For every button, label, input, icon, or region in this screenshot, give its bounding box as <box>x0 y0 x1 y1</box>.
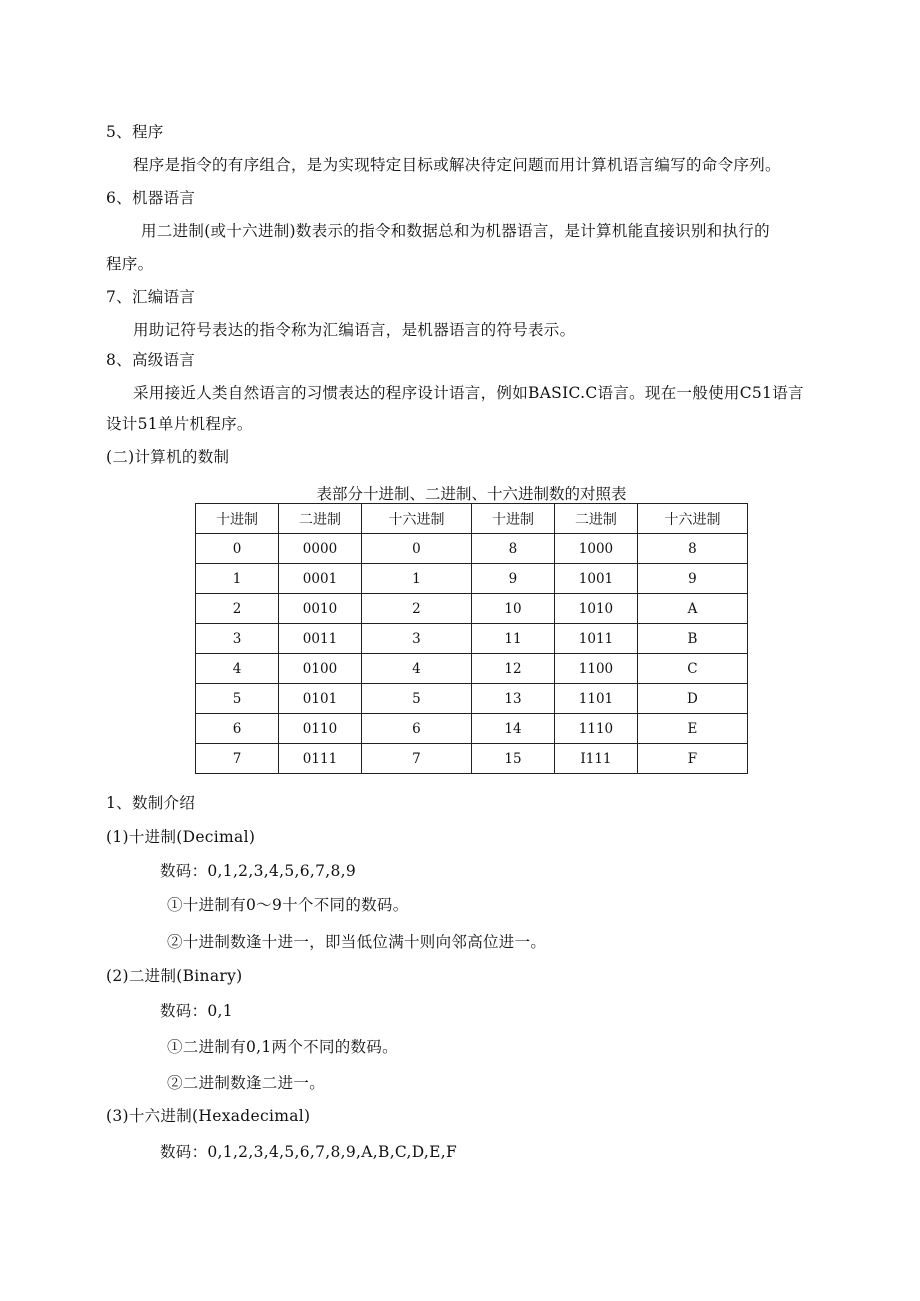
table-cell: 1 <box>196 564 279 594</box>
table-cell: 11 <box>471 624 554 654</box>
binary-note-1: ①二进制有0,1两个不同的数码。 <box>167 1038 398 1056</box>
table-row <box>196 714 748 744</box>
header-binary: 二进制 <box>278 504 361 534</box>
numeral-intro-heading: 1、数制介绍 <box>106 794 196 812</box>
section-8-body-line1: 采用接近人类自然语言的习惯表达的程序设计语言，例如BASIC.C语言。现在一般使用C51语言 <box>133 384 804 402</box>
table-cell: 1100 <box>554 654 637 684</box>
table-cell: 3 <box>361 624 471 654</box>
table-cell: 5 <box>196 684 279 714</box>
table-cell: 0101 <box>278 684 361 714</box>
table-cell: 7 <box>361 744 471 774</box>
section-7-heading: 7、汇编语言 <box>106 288 196 306</box>
table-row <box>196 564 748 594</box>
table-cell: 2 <box>196 594 279 624</box>
section-6-heading: 6、机器语言 <box>106 189 196 207</box>
decimal-note-2: ②十进制数逢十进一，即当低位满十则向邻高位进一。 <box>167 933 547 951</box>
table-cell: 1010 <box>554 594 637 624</box>
table-cell: C <box>637 654 747 684</box>
table-cell: D <box>637 684 747 714</box>
table-cell: 8 <box>637 534 747 564</box>
table-cell: 6 <box>196 714 279 744</box>
table-cell: 6 <box>361 714 471 744</box>
section-6-body-line1: 用二进制(或十六进制)数表示的指令和数据总和为机器语言，是计算机能直接识别和执行的 <box>141 222 770 240</box>
table-caption: 表部分十进制、二进制、十六进制数的对照表 <box>316 485 627 503</box>
header-decimal: 十进制 <box>196 504 279 534</box>
table-cell: 12 <box>471 654 554 684</box>
table-cell: 1110 <box>554 714 637 744</box>
table-cell: 15 <box>471 744 554 774</box>
header-hex: 十六进制 <box>361 504 471 534</box>
table-cell: 1000 <box>554 534 637 564</box>
table-cell: 1011 <box>554 624 637 654</box>
table-cell: 9 <box>471 564 554 594</box>
table-row <box>196 744 748 774</box>
table-cell: B <box>637 624 747 654</box>
binary-note-2: ②二进制数逢二进一。 <box>167 1074 326 1092</box>
header-binary: 二进制 <box>554 504 637 534</box>
table-cell: 0100 <box>278 654 361 684</box>
table-row <box>196 624 748 654</box>
section-7-body: 用助记符号表达的指令称为汇编语言，是机器语言的符号表示。 <box>133 321 576 339</box>
table-cell: 9 <box>637 564 747 594</box>
decimal-digits: 数码：0,1,2,3,4,5,6,7,8,9 <box>160 862 357 880</box>
decimal-heading: (1)十进制(Decimal) <box>106 828 256 846</box>
table-cell: F <box>637 744 747 774</box>
table-cell: E <box>637 714 747 744</box>
section-5-heading: 5、程序 <box>106 123 164 141</box>
table-cell: 1 <box>361 564 471 594</box>
conversion-table <box>195 503 748 774</box>
table-row <box>196 654 748 684</box>
table-cell: 0110 <box>278 714 361 744</box>
table-cell: 7 <box>196 744 279 774</box>
section-8-heading: 8、高级语言 <box>106 351 196 369</box>
binary-heading: (2)二进制(Binary) <box>106 967 243 985</box>
section-6-body-line2: 程序。 <box>106 255 154 273</box>
table-cell: 1101 <box>554 684 637 714</box>
table-cell: 0 <box>196 534 279 564</box>
table-cell: 2 <box>361 594 471 624</box>
table-cell: 14 <box>471 714 554 744</box>
table-cell: A <box>637 594 747 624</box>
table-row <box>196 534 748 564</box>
table-cell: 4 <box>196 654 279 684</box>
table-header-row <box>196 504 748 534</box>
table-cell: I111 <box>554 744 637 774</box>
part-2-heading: (二)计算机的数制 <box>106 448 230 466</box>
table-cell: 1001 <box>554 564 637 594</box>
table-cell: 0000 <box>278 534 361 564</box>
table-row <box>196 684 748 714</box>
section-5-body: 程序是指令的有序组合，是为实现特定目标或解决待定问题而用计算机语言编写的命令序列。 <box>133 156 781 174</box>
table-row <box>196 594 748 624</box>
section-8-body-line2: 设计51单片机程序。 <box>106 415 253 433</box>
hex-digits: 数码：0,1,2,3,4,5,6,7,8,9,A,B,C,D,E,F <box>160 1143 458 1161</box>
hex-heading: (3)十六进制(Hexadecimal) <box>106 1107 311 1125</box>
table-cell: 0011 <box>278 624 361 654</box>
table-cell: 3 <box>196 624 279 654</box>
table-cell: 10 <box>471 594 554 624</box>
header-decimal: 十进制 <box>471 504 554 534</box>
table-cell: 13 <box>471 684 554 714</box>
table-cell: 5 <box>361 684 471 714</box>
decimal-note-1: ①十进制有0～9十个不同的数码。 <box>167 896 409 914</box>
table-cell: 8 <box>471 534 554 564</box>
header-hex: 十六进制 <box>637 504 747 534</box>
table-cell: 4 <box>361 654 471 684</box>
table-cell: 0010 <box>278 594 361 624</box>
table-cell: 0001 <box>278 564 361 594</box>
table-cell: 0 <box>361 534 471 564</box>
binary-digits: 数码：0,1 <box>160 1002 233 1020</box>
table-cell: 0111 <box>278 744 361 774</box>
